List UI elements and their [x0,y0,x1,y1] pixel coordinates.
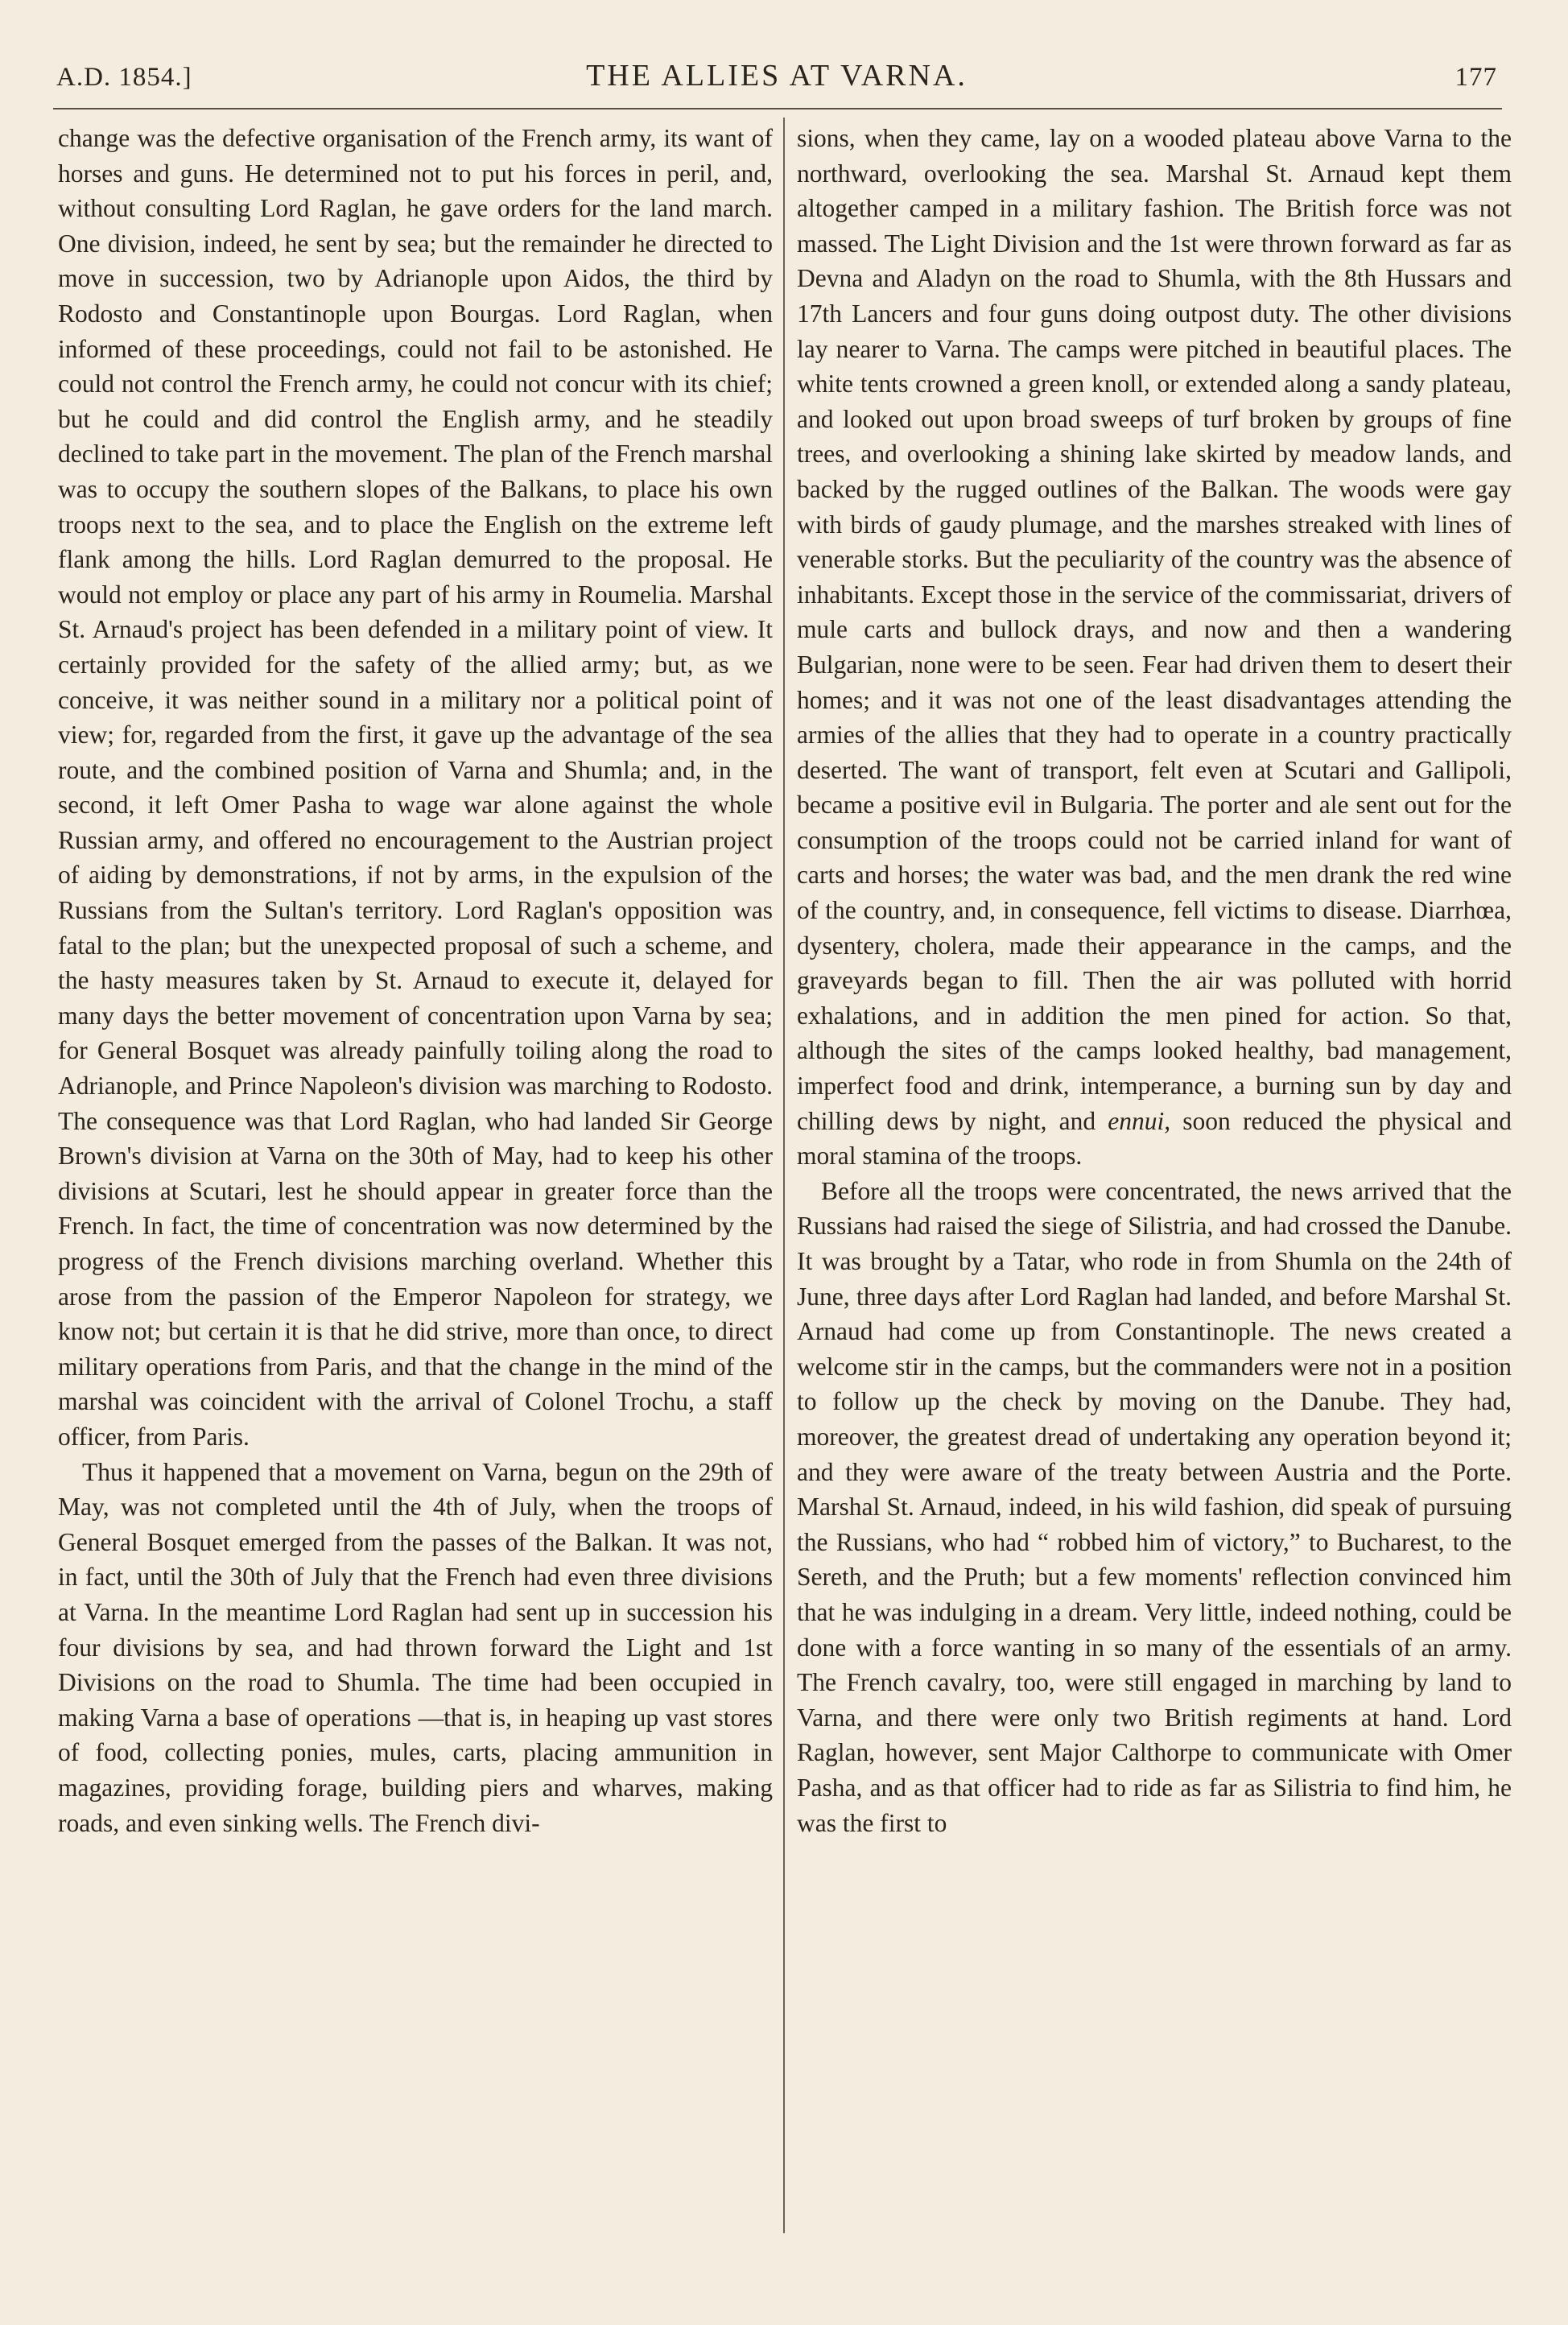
header-rule [53,108,1502,109]
left-column [58,121,773,1840]
paragraph: change was the defective organisation of the French army, its want of horses and guns. He determined not to put his forces in peril, and, without consulting Lord Raglan, he gave orders for the land march. One division, indeed, he sent by sea; but the remainder he directed to move in succession, two by Adrianople upon Aidos, the third by Rodosto and Constantinople upon Bourgas. Lord Raglan, when informed of these proceedings, could not fail to be astonished. He could not control the French army, he could not concur with its chief; but he could and did control the English army, and he steadily declined to take part in the movement. The plan of the French marshal was to occupy the southern slopes of the Balkans, to place his own troops next to the sea, and to place the English on the extreme left flank among the hills. Lord Raglan demurred to the proposal. He would not employ or place any part of his army in Roumelia. Marshal St. Arnaud's project has been defended in a military point of view. It certainly provided for the safety of the allied army; but, as we conceive, it was neither sound in a military nor a political point of view; for, regarded from the first, it gave up the advantage of the sea route, and the combined position of Varna and Shumla; and, in the second, it left Omer Pasha to wage war alone against the whole Russian army, and offered no encouragement to the Austrian project of aiding by demonstrations, if not by arms, in the expulsion of the Russians from the Sultan's territory. Lord Raglan's opposition was fatal to the plan; but the unexpected proposal of such a scheme, and the hasty measures taken by St. Arnaud to execute it, delayed for many days the better movement of concentration upon Varna by sea; for General Bosquet was already painfully toiling along the road to Adrianople, and Prince Napoleon's division was marching to Rodosto. The consequence was that Lord Raglan, who had landed Sir George Brown's division at Varna on the 30th of May, had to keep his other divisions at Scutari, lest he should appear in greater force than the French. In fact, the time of concentration was now determined by the progress of the French divisions marching overland. Whether this arose from the passion of the Emperor Napoleon for strategy, we know not; but certain it is that he did strive, more than once, to direct military operations from Paris, and that the change in the mind of the marshal was coincident with the arrival of Colonel Trochu, a staff officer, from Paris. [58,124,773,1451]
running-head [56,58,1497,103]
column-divider [783,118,785,2233]
paragraph-text: sions, when they came, lay on a wooded plateau above Varna to the northward, overlooking the sea. Marshal St. Arnaud kept them altogether camped in a military fashion. The British force was not massed. The Light Division and the 1st were thrown forward as far as Devna and Aladyn on the road to Shumla, with the 8th Hussars and 17th Lancers and four guns doing outpost duty. The other divisions lay nearer to Varna. The camps were pitched in beautiful places. The white tents crowned a green knoll, or extended along a sandy plateau, and looked out upon broad sweeps of turf broken by groups of fine trees, and overlooking a shining lake skirted by meadow lands, and backed by the rugged outlines of the Balkan. The woods were gay with birds of gaudy plumage, and the marshes streaked with lines of venerable storks. But the peculiarity of the country was the absence of inhabitants. Except those in the service of the commissariat, drivers of mule carts and bullock drays, and now and then a wandering Bulgarian, none were to be seen. Fear had driven them to desert their homes; and it was not one of the least disadvantages attending the armies of the allies that they had to operate in a country practically deserted. The want of transport, felt even at Scutari and Gallipoli, became a positive evil in Bulgaria. The porter and ale sent out for the consumption of the troops could not be carried inland for want of carts and horses; the water was bad, and the men drank the red wine of the country, and, in consequence, fell victims to disease. Diarrhœa, dysentery, cholera, made their appearance in the camps, and the graveyards began to fill. Then the air was polluted with horrid exhalations, and in addition the men pined for action. So that, although the sites of the camps looked healthy, bad management, imperfect food and drink, intemperance, a burning sun by day and chilling dews by night, and [797,124,1512,1135]
italic-term: ennui, [1108,1106,1171,1135]
header-title: THE ALLIES AT VARNA. [586,59,968,93]
paragraph: Before all the troops were concentrated, the news arrived that the Russians had raised the siege of Silistria, and had crossed the Danube. It was brought by a Tatar, who rode in from Shumla on the 24th of June, three days after Lord Raglan had landed, and before Marshal St. Arnaud had come up from Constantinople. The news created a welcome stir in the camps, but the commanders were not in a position to follow up the check by moving on the Danube. They had, moreover, the greatest dread of undertaking any operation beyond it; and they were aware of the treaty between Austria and the Porte. Marshal St. Arnaud, indeed, in his wild fashion, did speak of pursuing the Russians, who had “ robbed him of victory,” to Bucharest, to the Sereth, and the Pruth; but a few moments' reflection convinced him that he was indulging in a dream. Very little, indeed nothing, could be done with a force wanting in so many of the essentials of an army. The French cavalry, too, were still engaged in marching by land to Varna, and there were only two British regiments at hand. Lord Raglan, however, sent Major Calthorpe to communicate with Omer Pasha, and as that officer had to ride as far as Silistria to find him, he was the first to [797,1176,1512,1837]
right-column [797,121,1512,1840]
paragraph-text: soon reduced the physical and moral stamina of the troops. [797,1106,1512,1171]
paragraph [797,121,1512,1174]
page-number: 177 [1455,63,1497,92]
header-year: A.D. 1854.] [56,63,192,92]
paragraph: Thus it happened that a movement on Varna, begun on the 29th of May, was not completed until the 4th of July, when the troops of General Bosquet emerged from the passes of the Balkan. It was not, in fact, until the 30th of July that the French had even three divisions at Varna. In the meantime Lord Raglan had sent up in succession his four divisions by sea, and had thrown forward the Light and 1st Divisions on the road to Shumla. The time had been occupied in making Varna a base of operations —that is, in heaping up vast stores of food, collecting ponies, mules, carts, placing ammunition in magazines, providing forage, building piers and wharves, making roads, and even sinking wells. The French divi- [58,1457,773,1837]
